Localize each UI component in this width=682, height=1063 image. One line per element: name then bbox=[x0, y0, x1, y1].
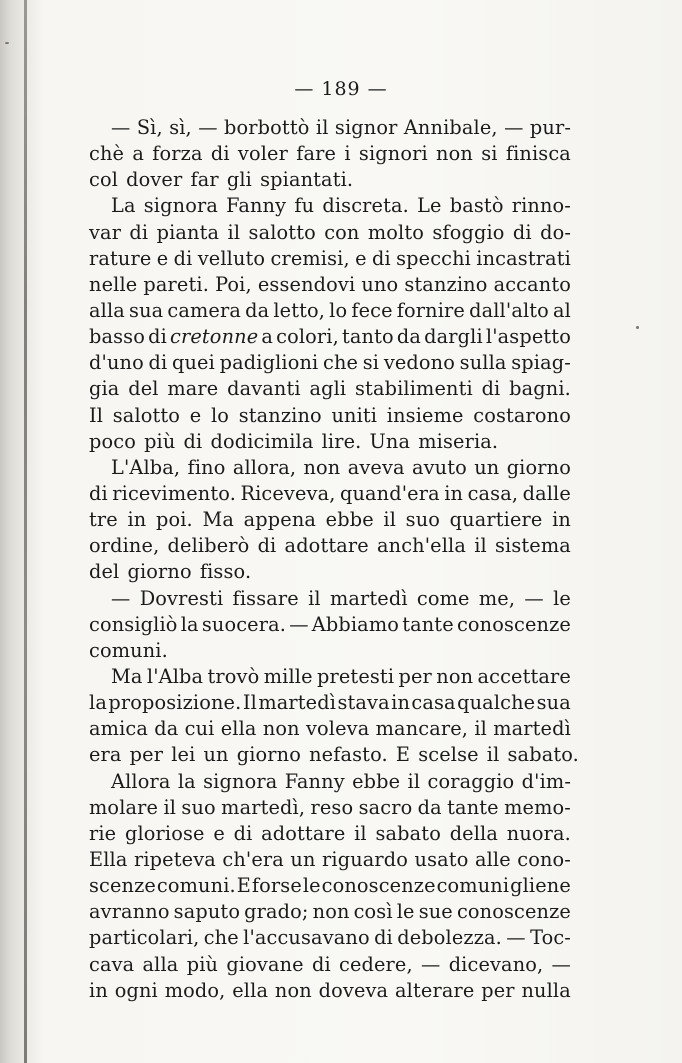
text-line: particolari, che l'accusavano di debolezza. — Toc- bbox=[89, 926, 571, 950]
text-line: var di pianta il salotto con molto sfoggio di do- bbox=[89, 220, 571, 244]
text-line: — Sì, sì, — borbottò il signor Annibale, — pur- bbox=[111, 116, 571, 139]
text-line: d'uno di quei padiglioni che si vedono sulla spiag- bbox=[89, 351, 571, 375]
scan-speck bbox=[5, 42, 9, 44]
text-line: ordine, deliberò di adottare anch'ella il sistema bbox=[89, 534, 571, 558]
text-line: era per lei un giorno nefasto. E scelse il sabato. bbox=[89, 743, 579, 767]
binding-edge bbox=[24, 0, 27, 1063]
text-line: tre in poi. Ma appena ebbe il suo quartiere in bbox=[89, 508, 571, 532]
text-line: Ma l'Alba trovò mille pretesti per non accettare bbox=[111, 664, 571, 688]
text-line: la proposizione. Il martedì stava in casa qualche sua bbox=[89, 691, 571, 715]
text-line: rature e di velluto cremisi, e di specchi incastrati bbox=[89, 246, 571, 270]
text-line: di ricevimento. Riceveva, quand'era in casa, dalle bbox=[89, 481, 571, 505]
text-line: consigliò la suocera. — Abbiamo tante conoscenze bbox=[89, 612, 571, 636]
text-line: del giorno fisso. bbox=[89, 560, 252, 584]
text-line: La signora Fanny fu discreta. Le bastò rinno- bbox=[111, 194, 571, 218]
text-line: amica da cui ella non voleva mancare, il martedì bbox=[89, 717, 571, 741]
text-line: poco più di dodicimila lire. Una miseria. bbox=[89, 429, 499, 453]
text-line: avranno saputo grado; non così le sue conoscenze bbox=[89, 900, 571, 924]
text-line: nelle pareti. Poi, essendovi uno stanzino accanto bbox=[89, 272, 571, 296]
text-line: in ogni modo, ella non doveva alterare per nulla bbox=[89, 978, 571, 1002]
text-line: alla sua camera da letto, lo fece fornire dall'alto al bbox=[89, 298, 571, 322]
text-line: scenze comuni. E forse le conoscenze comuni gliene bbox=[89, 874, 571, 898]
text-line: molare il suo martedì, reso sacro da tante memo- bbox=[89, 795, 571, 819]
text-line: rie gloriose e di adottare il sabato della nuora. bbox=[89, 821, 571, 845]
text-line: col dover far gli spiantati. bbox=[89, 168, 354, 192]
text-line: L'Alba, fino allora, non aveva avuto un giorno bbox=[111, 455, 571, 479]
page-gutter-shadow bbox=[0, 0, 44, 1063]
text-line: comuni. bbox=[89, 638, 168, 662]
text-line: — Dovresti fissare il martedì come me, — le bbox=[111, 586, 571, 610]
text-line: gia del mare davanti agli stabilimenti di bagni. bbox=[89, 377, 571, 401]
text-line: cava alla più giovane di cedere, — dicevano, — bbox=[89, 952, 571, 976]
page-number: — 189 — bbox=[294, 78, 388, 100]
text-line: chè a forza di voler fare i signori non si finisca bbox=[89, 142, 571, 166]
text-line: Allora la signora Fanny ebbe il coraggio d'im- bbox=[111, 769, 571, 793]
body-text bbox=[89, 115, 579, 1004]
text-line: Ella ripeteva ch'era un riguardo usato alle cono- bbox=[89, 847, 571, 871]
text-line: basso di cretonne a colori, tanto da dargli l'aspetto bbox=[89, 325, 571, 349]
text-line: Il salotto e lo stanzino uniti insieme costarono bbox=[89, 403, 571, 427]
scan-speck bbox=[636, 326, 639, 329]
